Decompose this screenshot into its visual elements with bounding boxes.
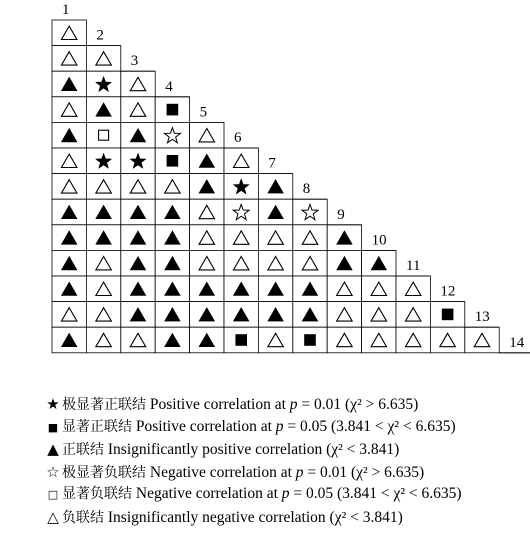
legend-label-en: Insignificantly positive correlation bbox=[107, 441, 327, 459]
legend-label-cn: 极显著负联结 bbox=[62, 464, 146, 481]
species-label-8: 8 bbox=[302, 181, 311, 198]
species-label-13: 13 bbox=[474, 309, 490, 326]
legend-label-cn: 负联结 bbox=[62, 509, 104, 526]
legend-item-positive bbox=[44, 438, 530, 461]
species-label-10: 10 bbox=[371, 232, 387, 249]
legend-item-significant-negative: □ 显著负联结 Negative correlation at p = 0.05 (3.841 < χ² < 6.635) bbox=[44, 483, 530, 506]
legend bbox=[44, 393, 530, 529]
filled-square-icon bbox=[167, 155, 178, 166]
species-label-9: 9 bbox=[337, 206, 345, 223]
filled-square-icon bbox=[167, 104, 178, 115]
species-label-12: 12 bbox=[440, 283, 456, 300]
legend-item-extremely-significant-negative: ☆ 极显著负联结 Negative correlation at p = 0.01 (χ² > 6.635) bbox=[44, 461, 530, 484]
legend-label-condition: = 0.05 (3.841 < χ² < 6.635) bbox=[283, 417, 456, 435]
open-square-icon: □ bbox=[47, 488, 59, 502]
legend-label-en: Negative correlation at bbox=[135, 485, 282, 503]
filled-square-icon bbox=[236, 335, 247, 346]
species-label-6: 6 bbox=[234, 130, 242, 146]
legend-item-extremely-significant-positive: ★ 极显著正联结 Positive correlation at p = 0.01 (χ² > 6.635) bbox=[44, 393, 530, 416]
legend-label-condition: (χ² < 3.841) bbox=[326, 441, 400, 459]
species-label-4: 4 bbox=[165, 78, 173, 95]
filled-star-icon: ★ bbox=[46, 395, 60, 413]
filled-square-icon bbox=[442, 309, 453, 320]
species-label-14: 14 bbox=[509, 334, 525, 351]
species-label-1: 1 bbox=[62, 2, 70, 18]
filled-square-icon bbox=[305, 335, 316, 346]
legend-label-cn: 显著正联结 bbox=[62, 418, 132, 435]
legend-item-negative bbox=[44, 506, 530, 529]
filled-triangle-icon: ▲ bbox=[47, 440, 59, 459]
open-triangle-icon: △ bbox=[47, 507, 59, 526]
open-star-icon: ☆ bbox=[46, 462, 60, 481]
open-square-icon bbox=[99, 130, 109, 140]
legend-label-en: Insignificantly negative correlation bbox=[107, 508, 330, 526]
species-label-2: 2 bbox=[96, 27, 104, 44]
legend-label-condition: = 0.05 (3.841 < χ² < 6.635) bbox=[289, 485, 462, 503]
legend-label-condition: = 0.01 (χ² > 6.635) bbox=[297, 396, 419, 413]
filled-square-icon: ■ bbox=[47, 420, 59, 434]
legend-label-cn: 正联结 bbox=[62, 442, 104, 459]
legend-label-cn: 显著负联结 bbox=[62, 486, 132, 503]
legend-label-condition: (χ² < 3.841) bbox=[329, 508, 403, 526]
legend-label-en: Positive correlation at bbox=[135, 417, 276, 435]
legend-label-en: Positive correlation at bbox=[149, 396, 290, 413]
species-label-7: 7 bbox=[268, 155, 276, 172]
legend-label-cn: 极显著正联结 bbox=[62, 397, 146, 413]
legend-label-en: Negative correlation at bbox=[149, 463, 296, 481]
legend-label-condition: = 0.01 (χ² > 6.635) bbox=[303, 463, 425, 481]
species-label-11: 11 bbox=[406, 258, 421, 274]
species-label-5: 5 bbox=[199, 104, 208, 121]
legend-item-significant-positive: ■ 显著正联结 Positive correlation at p = 0.05 (3.841 < χ² < 6.635) bbox=[44, 416, 530, 439]
species-label-3: 3 bbox=[130, 53, 139, 70]
